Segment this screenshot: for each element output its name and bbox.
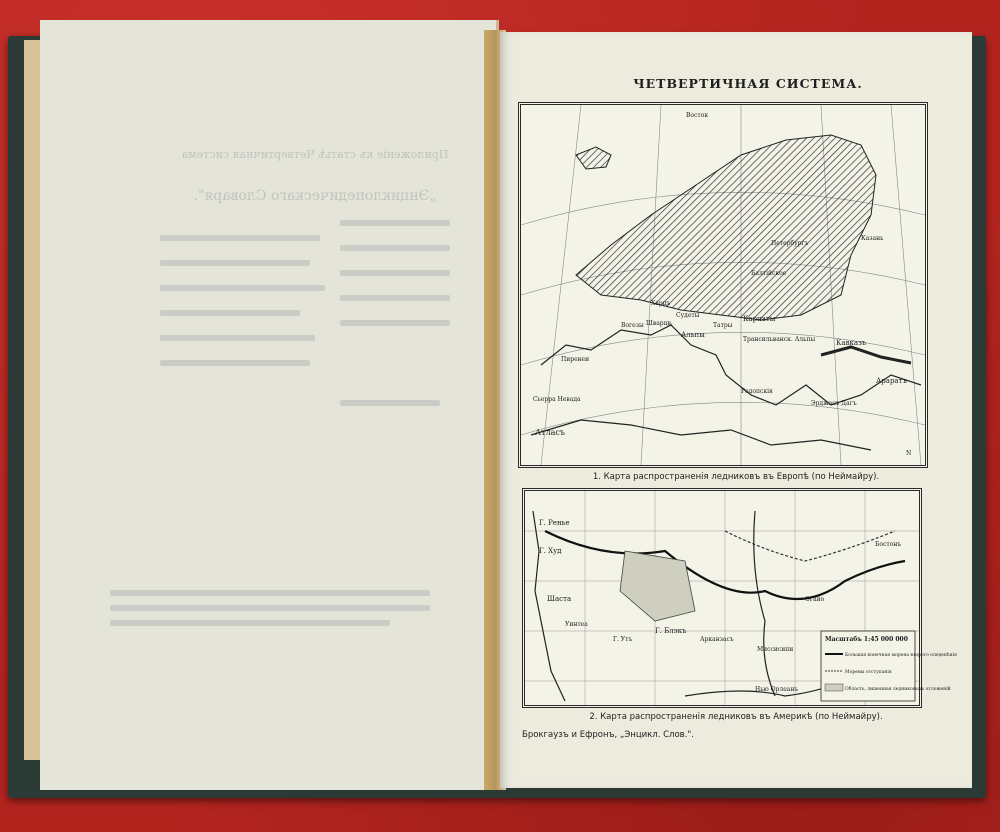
map1-label-pyrenees: Пиренеи [561,356,590,363]
page-title: ЧЕТВЕРТИЧНАЯ СИСТЕМА. [633,76,863,91]
ghost-line [160,335,315,341]
ghost-line [340,245,450,251]
map2-label-uintah: Уинтеа [565,621,588,628]
left-page [40,20,499,790]
ghost-line [160,285,325,291]
map2-label-hood: Г. Худ [539,547,562,555]
map1-label-transylvanian: Трансильванск. Альпы [743,336,816,343]
map2-legend [821,631,957,701]
map1-label-petersburg: Петербургъ [771,240,809,247]
map1-label-vosges: Вогезы [621,322,644,329]
map1-label-alps: Альпы [681,331,705,339]
map1-label-ararat: Араратъ [876,377,907,385]
ghost-line [340,220,450,226]
map1-label-rhodope: Родопскія [741,388,773,395]
legend-item-3: Область, лишенная ледниковыхъ отложеній [845,687,951,692]
map1-label-baltic: Балтійское [751,270,787,277]
ghost-subtitle: „Энциклопедическаго Словаря". [193,188,437,204]
map1-label-harz: Харцъ [651,300,671,307]
west-coast [533,511,565,701]
europe-glacier-map [518,102,928,468]
show-through-text [40,20,496,790]
ghost-line [340,400,440,406]
map1-label-schwarzwald: Шварцв. [646,320,673,327]
ghost-title: Приложеніе къ статьѣ Четвертичная система [181,148,449,161]
ghost-line [160,235,320,241]
ghost-line [340,295,450,301]
ghost-line [340,270,450,276]
map1-label-erjias: Эрджасъ Дагъ [811,400,857,407]
map1-label-caucasus: Кавказъ [836,339,867,347]
recessional-moraine [725,531,895,561]
driftless-area [620,551,695,621]
map2-label-new-orleans: Нью Орлеанъ [755,686,799,693]
ghost-line [110,605,430,611]
legend-title: Масштабъ 1:45 000 000 [825,636,908,643]
map2-label-arkansas: Арканзасъ [700,636,734,643]
america-glacier-map [522,488,957,708]
map2-caption: 2. Карта распространенія ледниковъ въ Америкѣ (по Неймайру). [589,712,883,722]
map2-label-rainier: Г. Ренье [539,519,570,527]
publisher-line: Брокгаузъ и Ефронъ, „Энцикл. Слов.". [522,730,694,740]
map2-label-boston: Бостонъ [875,541,902,548]
ghost-line [110,590,430,596]
map1-label-kazan: Казань [861,235,884,242]
map1-label-carpathians: Карпаты [743,315,776,323]
glaciated-area [576,135,876,320]
map1-label-sudetes: Судеты [676,312,700,319]
ghost-line [160,310,300,316]
ghost-line [110,620,390,626]
coastline [541,325,921,405]
right-page [500,32,972,788]
coastline-south [531,420,871,450]
map1-north-mark: N [906,450,912,457]
map2-label-ohio: Огайо [805,596,825,603]
ghost-line [160,260,310,266]
ghost-line [160,360,310,366]
map2-label-shasta: Шаста [547,595,572,603]
europe-map-svg [521,105,925,465]
ghost-line [340,320,450,326]
legend-item-1: Большая конечная морена второго оледенѣнія [845,653,957,658]
mississippi-river [754,511,775,696]
america-map-svg [525,491,957,705]
map2-label-ut: Г. Утъ [613,636,633,643]
map1-label-tatra: Татры [713,322,733,329]
map1-label-sierra: Сьерра Невада [533,396,581,403]
map1-label-atlas: Атласъ [535,428,565,437]
map1-caption: 1. Карта распространенія ледниковъ въ Европѣ (по Неймайру). [592,472,880,482]
iceland-icon [576,147,611,169]
map2-label-black: Г. Блэкъ [655,627,687,635]
map1-label-top: Восток [686,112,709,119]
legend-item-2: Морены отступанія [845,670,892,675]
map2-label-mississippi: Миссисипи [757,646,794,653]
